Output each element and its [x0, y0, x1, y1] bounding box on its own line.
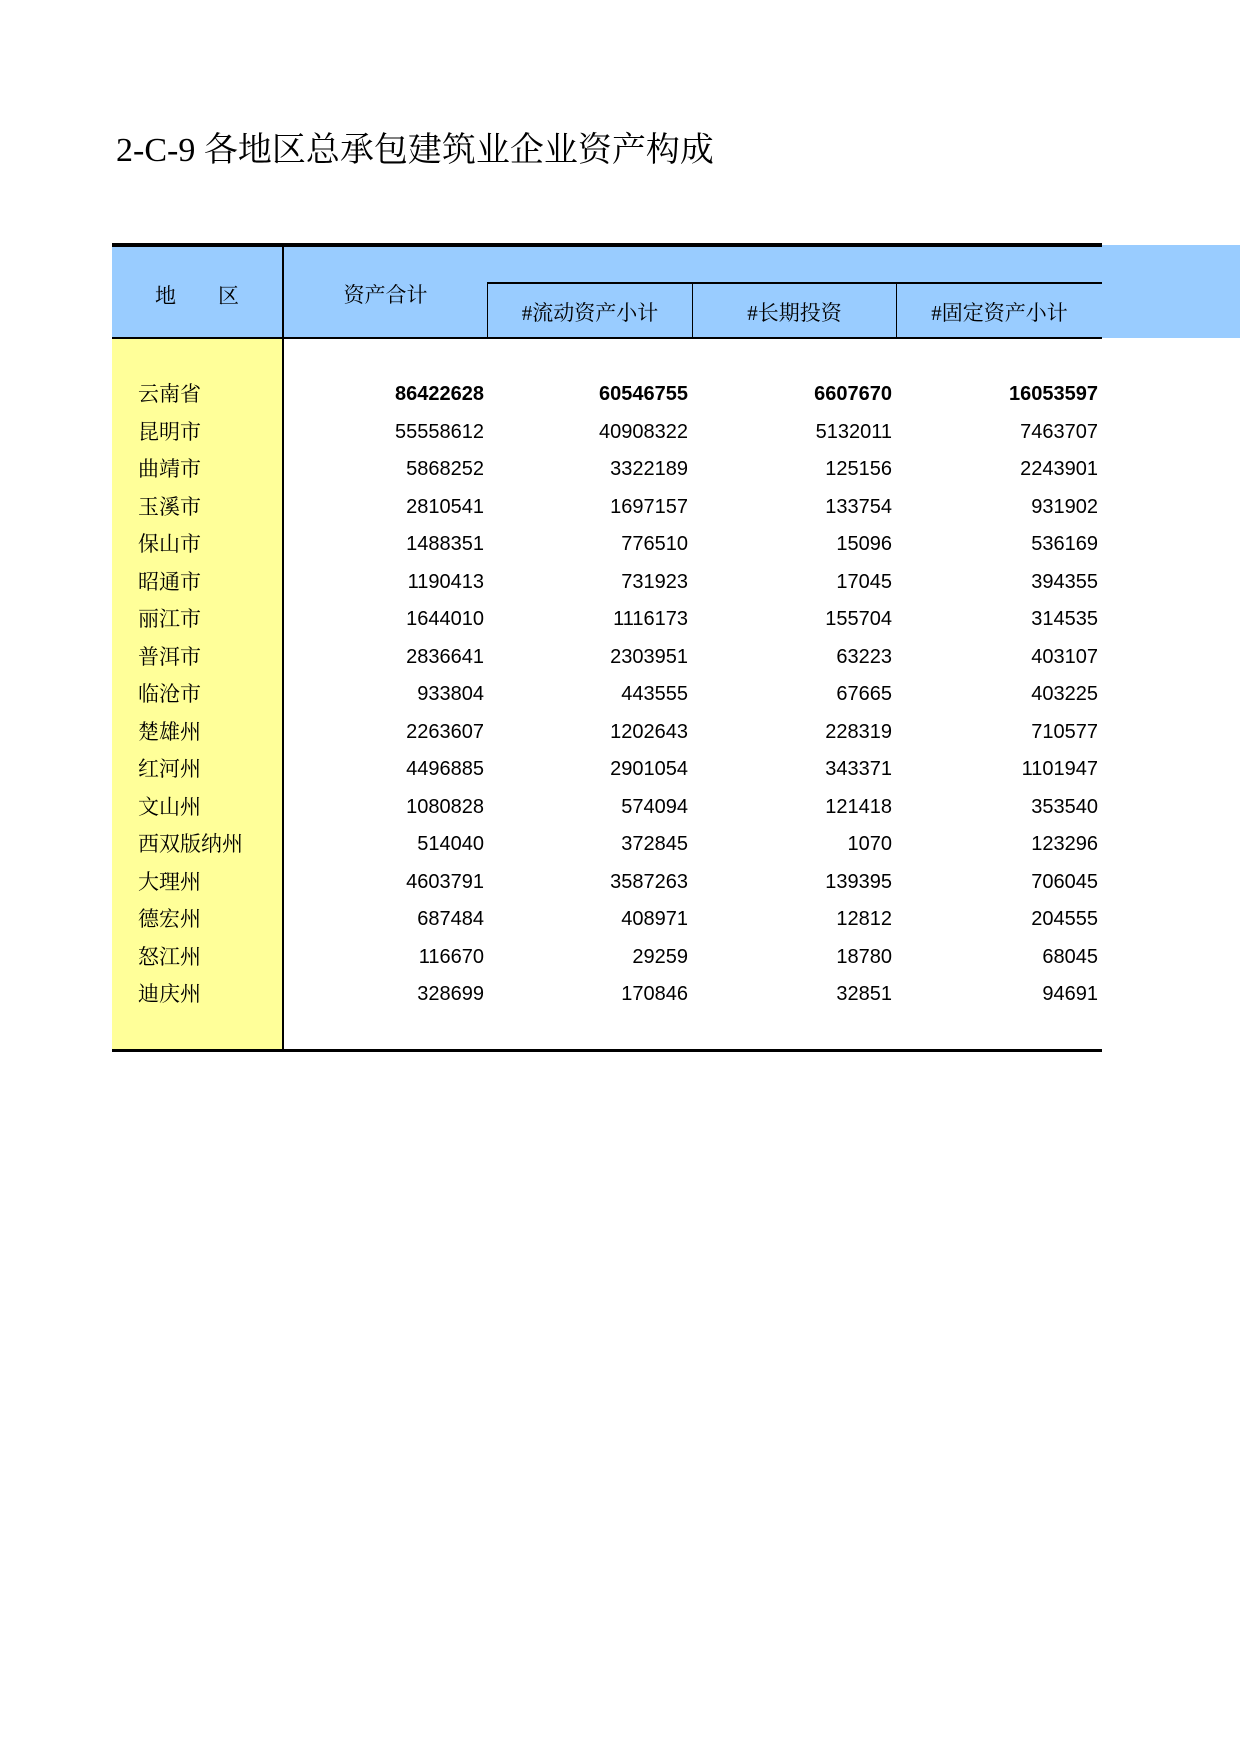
fixed-assets-value: 204555: [1031, 908, 1098, 930]
region-name: 红河州: [138, 757, 201, 781]
current-assets-value: 1116173: [613, 608, 688, 630]
header-total-assets: 资产合计: [343, 283, 428, 307]
table-row: [112, 864, 1102, 901]
table-row: [112, 714, 1102, 751]
fixed-assets-value: 7463707: [1020, 420, 1098, 443]
fixed-assets-value: 94691: [1042, 983, 1098, 1005]
fixed-assets-value: 353540: [1031, 795, 1098, 818]
fixed-assets-value: 403107: [1031, 645, 1098, 668]
total-assets-value: 2810541: [406, 495, 484, 518]
table-row: [112, 789, 1102, 826]
table-row: [112, 976, 1102, 1013]
current-assets-value: 776510: [621, 533, 688, 555]
fixed-assets-value: 123296: [1031, 833, 1098, 855]
total-assets-value: 5868252: [406, 458, 484, 480]
fixed-assets-value: 536169: [1031, 533, 1098, 555]
total-assets-value: 2263607: [406, 720, 484, 743]
total-assets-value: 514040: [417, 833, 484, 855]
long-term-investment-value: 228319: [825, 720, 892, 743]
table-row: [112, 751, 1102, 788]
current-assets-value: 3322189: [610, 458, 688, 480]
long-term-investment-value: 5132011: [815, 420, 892, 443]
long-term-investment-value: 1070: [847, 833, 892, 855]
long-term-investment-value: 67665: [836, 683, 892, 705]
long-term-investment-value: 121418: [825, 795, 892, 818]
total-assets-value: 116670: [418, 945, 484, 968]
table-top-rule: [112, 243, 1102, 247]
current-assets-value: 40908322: [599, 420, 688, 443]
long-term-investment-value: 125156: [825, 458, 892, 480]
header-current-assets: #流动资产小计: [521, 301, 659, 325]
current-assets-value: 170846: [621, 983, 688, 1005]
header-bottom-rule: [112, 337, 1102, 339]
region-name: 昆明市: [138, 419, 201, 444]
region-name: 大理州: [138, 869, 201, 894]
fixed-assets-value: 16053597: [1009, 383, 1098, 405]
long-term-investment-value: 17045: [836, 570, 892, 593]
table-row: [112, 526, 1102, 563]
current-assets-value: 443555: [621, 683, 688, 705]
current-assets-value: 3587263: [610, 870, 688, 893]
region-name: 曲靖市: [138, 457, 201, 481]
table-row: [112, 826, 1102, 863]
current-assets-value: 731923: [621, 570, 688, 593]
region-name: 文山州: [138, 794, 201, 819]
fixed-assets-value: 1101947: [1021, 758, 1098, 780]
table-row: [112, 901, 1102, 938]
long-term-investment-value: 63223: [836, 645, 892, 668]
long-term-investment-value: 15096: [836, 533, 892, 555]
long-term-investment-value: 32851: [836, 983, 892, 1005]
table-row: [112, 639, 1102, 676]
region-name: 怒江州: [138, 944, 201, 969]
table-bottom-rule: [112, 1049, 1102, 1052]
current-assets-value: 372845: [621, 833, 688, 855]
long-term-investment-value: 6607670: [814, 383, 892, 405]
subheader-top-rule: [487, 282, 1102, 284]
current-assets-value: 408971: [621, 908, 688, 930]
fixed-assets-value: 68045: [1042, 945, 1098, 968]
total-assets-value: 55558612: [395, 420, 484, 443]
long-term-investment-value: 133754: [825, 495, 892, 518]
total-assets-value: 1644010: [406, 608, 484, 630]
table-row: [112, 939, 1102, 976]
region-name: 德宏州: [138, 907, 201, 931]
total-assets-value: 4603791: [406, 870, 484, 893]
total-assets-value: 86422628: [395, 383, 484, 405]
fixed-assets-value: 394355: [1031, 570, 1098, 593]
header-region: 地 区: [155, 284, 239, 308]
table-row-total: [112, 376, 1102, 413]
region-name: 玉溪市: [138, 494, 201, 519]
region-name: 昭通市: [138, 569, 201, 594]
table-row: [112, 414, 1102, 451]
total-assets-value: 1190413: [407, 570, 484, 593]
current-assets-value: 1697157: [610, 495, 688, 518]
long-term-investment-value: 12812: [836, 908, 892, 930]
region-name: 临沧市: [138, 682, 201, 706]
header-long-term-investment: #长期投资: [747, 301, 842, 325]
fixed-assets-value: 314535: [1031, 608, 1098, 630]
long-term-investment-value: 155704: [825, 608, 892, 630]
table-row: [112, 601, 1102, 638]
region-name: 迪庆州: [138, 982, 201, 1006]
total-assets-value: 687484: [417, 908, 484, 930]
fixed-assets-value: 706045: [1031, 870, 1098, 893]
table-row: [112, 489, 1102, 526]
fixed-assets-value: 403225: [1031, 683, 1098, 705]
total-assets-value: 328699: [417, 983, 484, 1005]
region-name: 普洱市: [138, 644, 201, 669]
fixed-assets-value: 931902: [1031, 495, 1098, 518]
region-name: 云南省: [138, 382, 201, 406]
current-assets-value: 60546755: [599, 383, 688, 405]
current-assets-value: 2303951: [610, 645, 688, 668]
table-row: [112, 676, 1102, 713]
long-term-investment-value: 18780: [836, 945, 892, 968]
total-assets-value: 933804: [417, 683, 484, 705]
long-term-investment-value: 343371: [825, 758, 892, 780]
total-assets-value: 2836641: [406, 645, 484, 668]
fixed-assets-value: 2243901: [1020, 458, 1098, 480]
total-assets-value: 1080828: [406, 795, 484, 818]
long-term-investment-value: 139395: [825, 870, 892, 893]
header-fixed-assets: #固定资产小计: [931, 301, 1068, 325]
current-assets-value: 1202643: [610, 720, 688, 743]
region-name: 楚雄州: [138, 719, 201, 744]
table-row: [112, 564, 1102, 601]
region-name: 丽江市: [138, 607, 201, 631]
region-name: 西双版纳州: [138, 832, 243, 856]
total-assets-value: 4496885: [406, 758, 484, 780]
table-row: [112, 451, 1102, 488]
current-assets-value: 2901054: [610, 758, 688, 780]
current-assets-value: 29259: [632, 945, 688, 968]
region-name: 保山市: [138, 532, 201, 556]
page-title: 2-C-9 各地区总承包建筑业企业资产构成: [116, 132, 714, 169]
current-assets-value: 574094: [621, 795, 688, 818]
fixed-assets-value: 710577: [1031, 720, 1098, 743]
total-assets-value: 1488351: [406, 533, 484, 555]
